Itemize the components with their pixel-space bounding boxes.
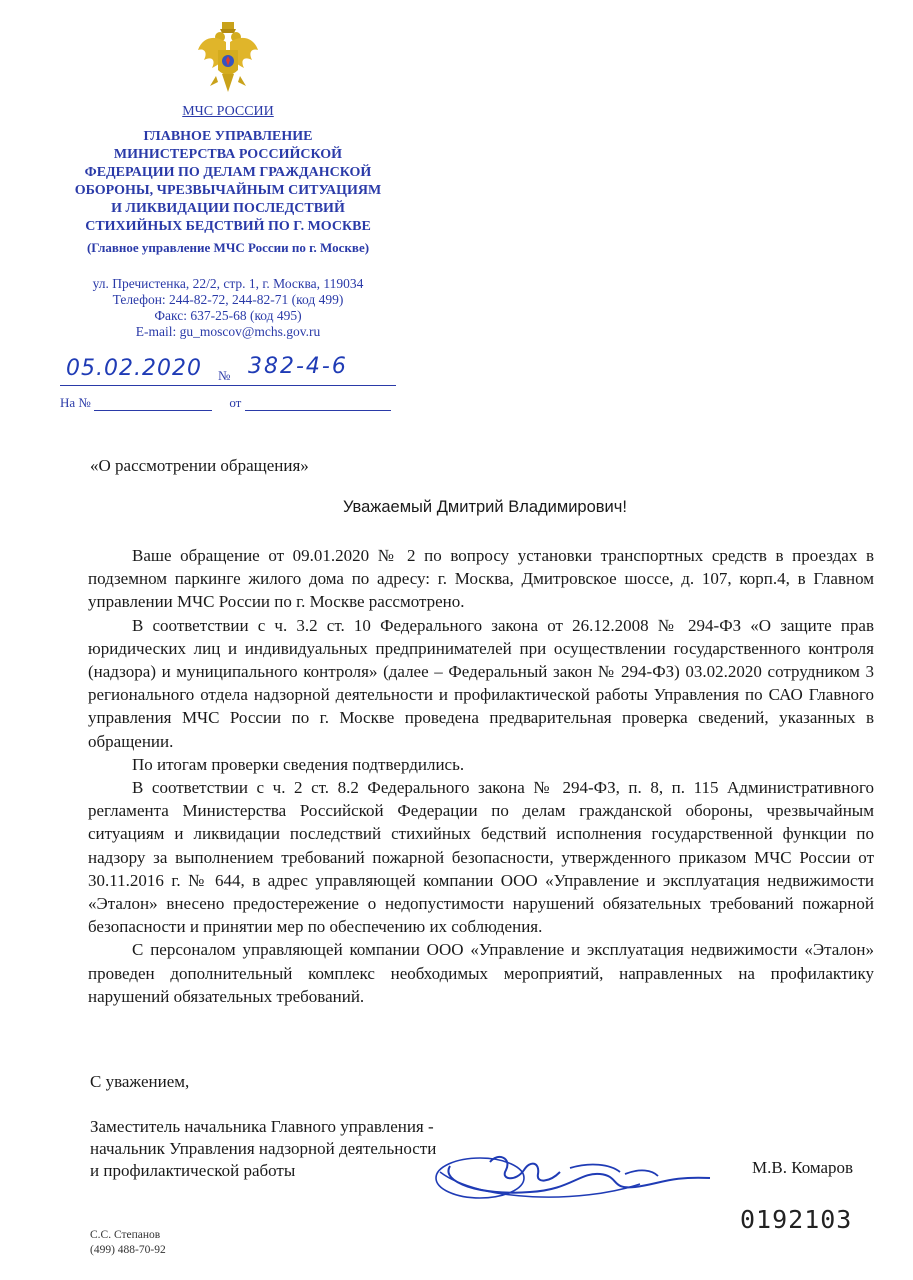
body-paragraph: По итогам проверки сведения подтвердились. bbox=[132, 754, 465, 774]
reference-number-label: На № bbox=[60, 395, 91, 410]
mchs-emblem-icon bbox=[196, 20, 260, 100]
email: E-mail: gu_moscov@mchs.gov.ru bbox=[135, 324, 321, 339]
greeting: Уважаемый Дмитрий Владимирович! bbox=[343, 498, 627, 516]
reference-row bbox=[60, 395, 391, 411]
document-serial-number: 0192103 bbox=[740, 1205, 853, 1234]
body-paragraph: Ваше обращение от 09.01.2020 № 2 по вопросу установки транспортных средств в проездах в подземном паркинге жилого дома по адресу: г. Москва, Дмитровское шоссе, д. 107, корп.4, в Главном управлении МЧС России по г. Москве рассмотрено. bbox=[88, 546, 874, 612]
registration-number: 382-4-6 bbox=[248, 354, 348, 379]
executor-phone: (499) 488-70-92 bbox=[90, 1244, 166, 1256]
registration-underline bbox=[60, 385, 396, 386]
fax: Факс: 637-25-68 (код 495) bbox=[154, 308, 302, 323]
address: ул. Пречистенка, 22/2, стр. 1, г. Москва, 119034 bbox=[92, 276, 364, 291]
letter-subject: «О рассмотрении обращения» bbox=[90, 456, 309, 475]
contact-block bbox=[50, 276, 406, 340]
reference-number-line bbox=[94, 398, 212, 411]
registration-number-label: № bbox=[218, 368, 231, 383]
body-paragraph: С персоналом управляющей компании ООО «Управление и эксплуатация недвижимости «Эталон» проведен дополнительный комплекс необходимых мероприятий, направленных на профилактику нарушений обязательных требований. bbox=[88, 940, 874, 1006]
body-paragraph: В соответствии с ч. 2 ст. 8.2 Федерального закона № 294-ФЗ, п. 8, п. 115 Административного регламента Министерства Российской Федерации по делам гражданской обороны, чрезвычайным ситуациям и ликвидации последствий стихийных бедствий исполнения государственной функции по надзору за выполнением требований пожарной безопасности, утвержденного приказом МЧС России от 30.11.2016 г. № 644, в адрес управляющей компании ООО «Управление и эксплуатация недвижимости «Эталон» внесено предостережение о недопустимости нарушений обязательных требований пожарной безопасности и принятии мер по обеспечению их соблюдения. bbox=[88, 778, 874, 937]
registration-date: 05.02.2020 bbox=[66, 356, 202, 381]
sign-off: С уважением, bbox=[90, 1072, 190, 1091]
phone: Телефон: 244-82-72, 244-82-71 (код 499) bbox=[112, 292, 344, 307]
reference-from-label: от bbox=[229, 395, 242, 410]
body-paragraph: В соответствии с ч. 3.2 ст. 10 Федерального закона от 26.12.2008 № 294-ФЗ «О защите прав юридических лиц и индивидуальных предпринимателей при осуществлении государственного контроля (надзора) и муниципального контроля» (далее – Федеральный закон № 294-ФЗ) 03.02.2020 сотрудником 3 регионального отдела надзорной деятельности и профилактической работы Управления по САО Главного управления МЧС России по г. Москве проведена предварительная проверка сведений, указанных в обращении. bbox=[88, 615, 874, 751]
letter-body bbox=[88, 544, 874, 1008]
org-short-name: (Главное управление МЧС России по г. Москве) bbox=[86, 240, 370, 255]
handwritten-signature bbox=[420, 1132, 740, 1208]
org-link: МЧС РОССИИ bbox=[182, 104, 274, 119]
signer-position: Заместитель начальника Главного управления - начальник Управления надзорной деятельности и профилактической работы bbox=[90, 1117, 437, 1180]
org-name: ГЛАВНОЕ УПРАВЛЕНИЕ МИНИСТЕРСТВА РОССИЙСКОЙ ФЕДЕРАЦИИ ПО ДЕЛАМ ГРАЖДАНСКОЙ ОБОРОНЫ, ЧРЕЗВЫЧАЙНЫМ СИТУАЦИЯМ И ЛИКВИДАЦИИ ПОСЛЕДСТВИЙ СТИХИЙНЫХ БЕДСТВИЙ ПО Г. МОСКВЕ bbox=[74, 129, 382, 234]
executor-block bbox=[90, 1228, 166, 1258]
reference-date-line bbox=[245, 398, 391, 411]
executor-name: С.С. Степанов bbox=[90, 1229, 161, 1241]
signer-name: М.В. Комаров bbox=[752, 1158, 854, 1177]
